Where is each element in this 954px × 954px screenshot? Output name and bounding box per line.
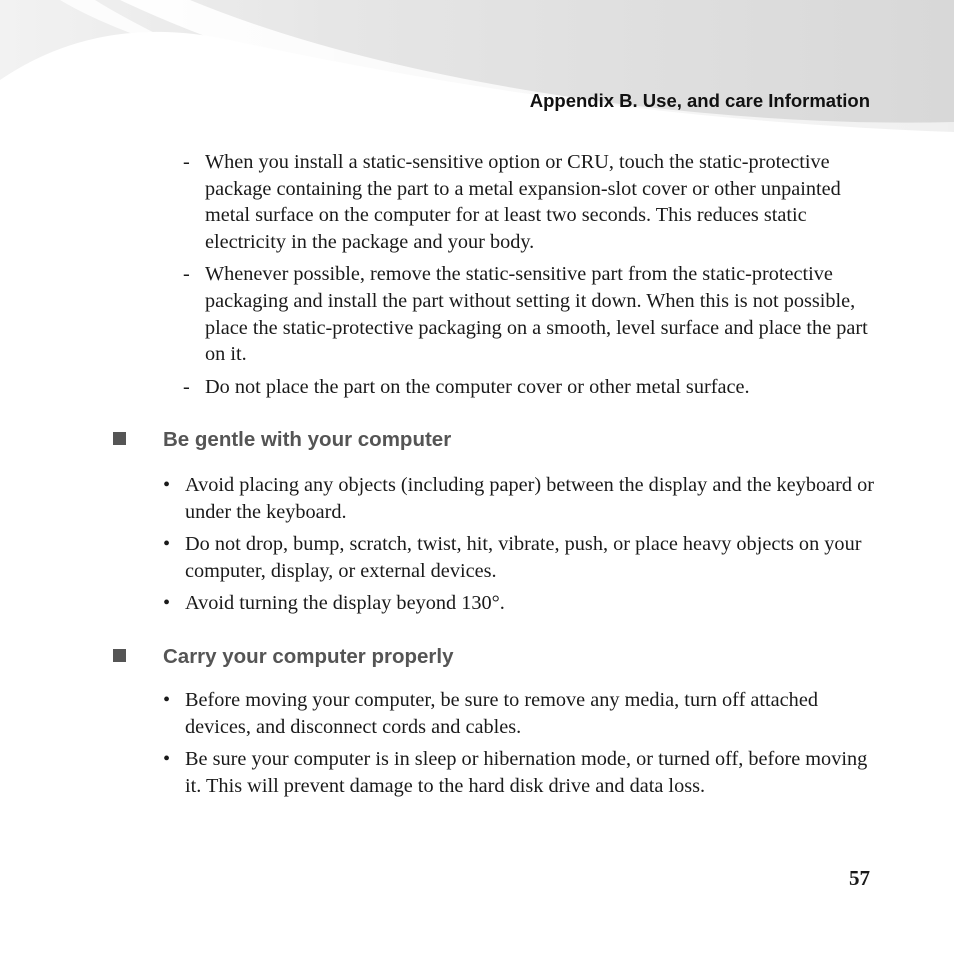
bullet-marker: • [163,747,171,770]
list-item [163,746,875,799]
section-heading-gentle [113,428,451,452]
dash-marker: - [183,151,190,173]
list-item-text: Be sure your computer is in sleep or hibernation mode, or turned off, before moving it. This will prevent damage to the hard disk drive and data loss. [185,747,868,797]
list-item-text: Avoid placing any objects (including paper) between the display and the keyboard or under the keyboard. [185,474,874,523]
list-item-text: Avoid turning the display beyond 130°. [185,591,505,614]
header-title: Appendix B. Use, and care Information [529,90,870,111]
bullet-marker: • [163,474,171,496]
gentle-care-list [163,472,875,622]
dash-marker: - [183,375,190,398]
page-number: 57 [849,866,870,890]
section-heading-text: Carry your computer properly [163,645,454,668]
square-bullet-icon [113,649,126,662]
list-item [163,472,875,525]
bullet-marker: • [163,591,171,614]
list-item-text: Do not place the part on the computer cover or other metal surface. [205,375,750,398]
section-heading-carry [113,645,454,669]
bullet-marker: • [163,532,171,555]
list-item [183,261,873,368]
header-decorative-band [0,0,954,140]
section-heading-text: Be gentle with your computer [163,428,452,451]
list-item-text: Do not drop, bump, scratch, twist, hit, vibrate, push, or place heavy objects on your computer, display, or external devices. [185,532,862,582]
square-bullet-icon [113,432,126,445]
list-item [163,687,875,740]
dash-marker: - [183,263,190,286]
carry-care-list [163,687,875,805]
list-item-text: Before moving your computer, be sure to remove any media, turn off attached devices, and disconnect cords and cables. [185,689,818,738]
list-item-text: When you install a static-sensitive option or CRU, touch the static-protective package containing the part to a metal expansion-slot cover or other unpainted metal surface on the computer for at least two seconds. This reduces static electricity in the package and your body. [205,151,841,254]
list-item [183,374,873,401]
list-item [183,149,873,256]
list-item [163,531,875,584]
static-precautions-list [183,149,873,406]
bullet-marker: • [163,689,171,711]
list-item-text: Whenever possible, remove the static-sensitive part from the static-protective packaging and install the part without setting it down. When this is not possible, place the static-protective packaging on a smooth, level surface and place the part on it. [205,263,868,366]
list-item [163,590,875,617]
